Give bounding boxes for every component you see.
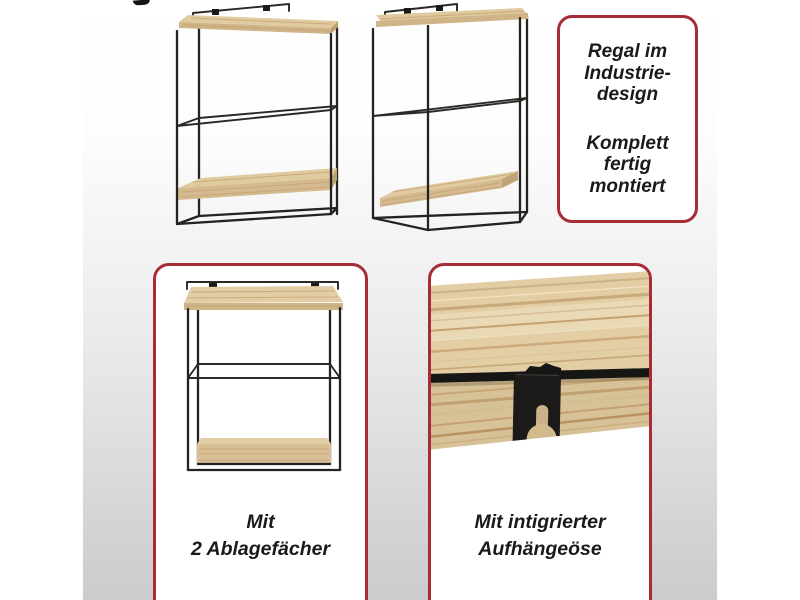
info-line: Industrie- bbox=[584, 62, 671, 84]
bottom-wood-board bbox=[380, 171, 518, 207]
middle-wire-shelf bbox=[177, 106, 337, 126]
feature-caption bbox=[431, 509, 649, 563]
shelf-photo-front-view bbox=[163, 2, 355, 232]
info-box bbox=[557, 15, 698, 223]
caption-line: Mit bbox=[246, 511, 275, 533]
hanger-hook bbox=[263, 5, 270, 11]
info-line: Regal im bbox=[587, 41, 668, 62]
feature-caption bbox=[156, 509, 365, 563]
hanger-hook bbox=[212, 9, 219, 15]
feature-box-shelves bbox=[153, 263, 368, 600]
shelf-front-closeup-photo bbox=[168, 276, 352, 482]
caption-line: 2 Ablagefächer bbox=[190, 538, 331, 560]
info-text-block-1 bbox=[560, 41, 695, 106]
caption-line: Mit intigrierter bbox=[474, 511, 606, 533]
info-line: fertig bbox=[603, 154, 652, 175]
top-wood-board bbox=[179, 15, 338, 34]
bottom-wood-board bbox=[178, 168, 337, 200]
hanger-hook bbox=[404, 8, 411, 14]
info-text-block-2 bbox=[560, 133, 695, 198]
bottom-wood-board bbox=[197, 438, 331, 465]
top-wood-board bbox=[184, 286, 343, 310]
hanger-hook bbox=[436, 5, 443, 11]
feature-box-hanger bbox=[428, 263, 652, 600]
shelf-photo-angled-view bbox=[362, 2, 534, 234]
wood-keyhole-closeup-photo bbox=[428, 263, 652, 475]
middle-wire-shelf bbox=[188, 364, 340, 378]
caption-line: Aufhängeöse bbox=[478, 538, 602, 560]
middle-wire-shelf bbox=[373, 98, 527, 116]
info-line: Komplett bbox=[586, 132, 669, 154]
info-line: design bbox=[596, 84, 659, 105]
info-line: montiert bbox=[589, 175, 666, 197]
